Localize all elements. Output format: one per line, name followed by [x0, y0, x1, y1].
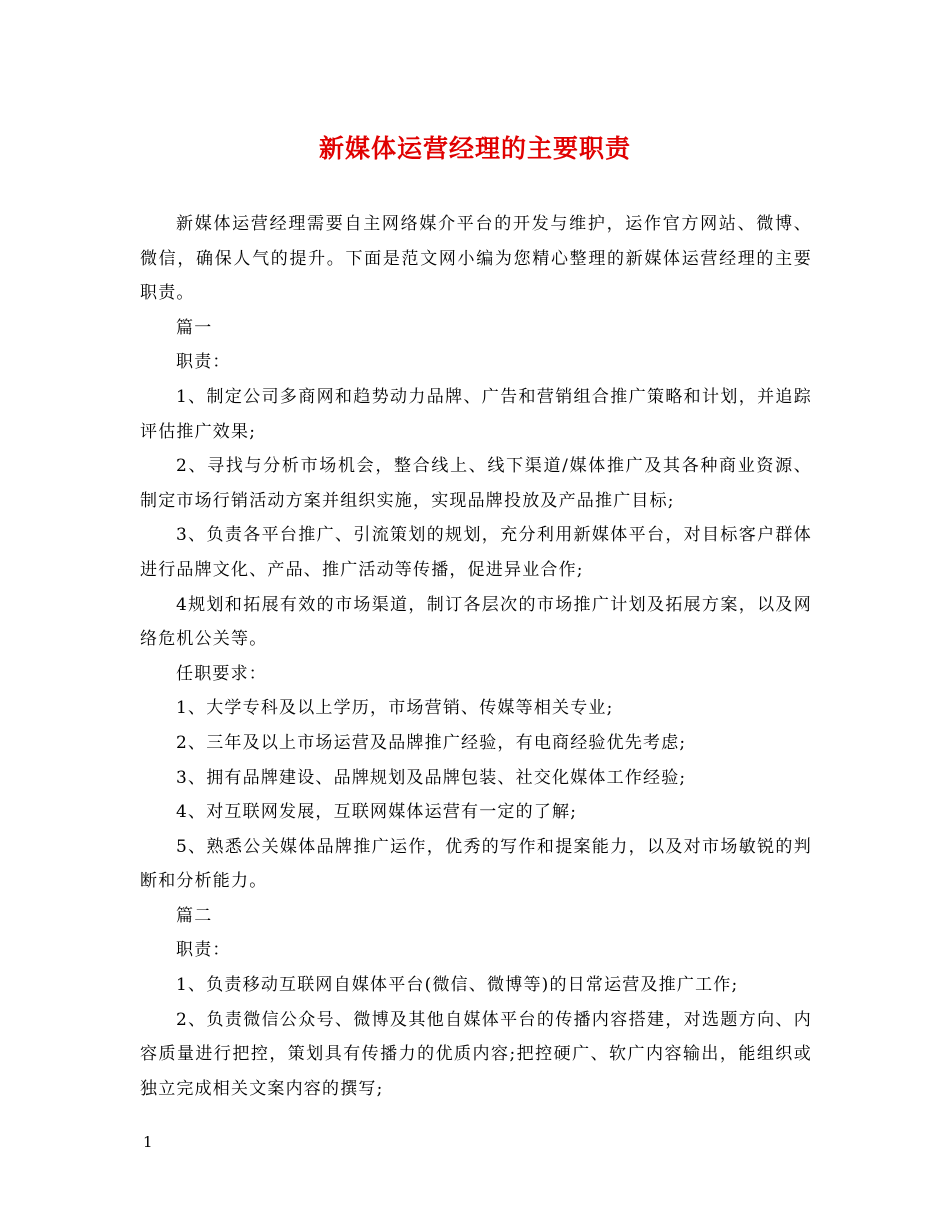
- page-number: 1: [143, 1133, 153, 1151]
- list-item: 2、寻找与分析市场机会，整合线上、线下渠道/媒体推广及其各种商业资源、制定市场行销活动方案并组织实施，实现品牌投放及产品推广目标;: [140, 456, 812, 511]
- subheading-duties: 职责：: [176, 352, 231, 373]
- section-heading-part-one: 篇一: [176, 317, 213, 338]
- list-item: 1、大学专科及以上学历，市场营销、传媒等相关专业;: [176, 698, 614, 719]
- list-item: 1、制定公司多商网和趋势动力品牌、广告和营销组合推广策略和计划，并追踪评估推广效果;: [140, 386, 812, 442]
- list-item: 4、对互联网发展，互联网媒体运营有一定的了解;: [176, 802, 578, 823]
- list-item: 3、负责各平台推广、引流策划的规划，充分利用新媒体平台，对目标客户群体进行品牌文化、产品、推广活动等传播，促进异业合作;: [140, 525, 812, 580]
- list-item: 1、负责移动互联网自媒体平台(微信、微博等)的日常运营及推广工作;: [176, 975, 739, 996]
- list-item: 3、拥有品牌建设、品牌规划及品牌包装、社交化媒体工作经验;: [176, 767, 687, 788]
- document-body: [140, 207, 812, 1106]
- page-title: 新媒体运营经理的主要职责: [318, 134, 631, 163]
- paragraph-intro: 新媒体运营经理需要自主网络媒介平台的开发与维护，运作官方网站、微博、微信，确保人气的提升。下面是范文网小编为您精心整理的新媒体运营经理的主要职责。: [140, 214, 812, 304]
- list-item: 2、三年及以上市场运营及品牌推广经验，有电商经验优先考虑;: [176, 732, 687, 753]
- list-item: 2、负责微信公众号、微博及其他自媒体平台的传播内容搭建，对选题方向、内容质量进行把控，策划具有传播力的优质内容;把控硬广、软广内容输出，能组织或独立完成相关文案内容的撰写;: [140, 1009, 812, 1099]
- section-heading-part-two: 篇二: [176, 905, 213, 926]
- list-item: 4规划和拓展有效的市场渠道，制订各层次的市场推广计划及拓展方案，以及网络危机公关等。: [140, 594, 812, 650]
- list-item: 5、熟悉公关媒体品牌推广运作，优秀的写作和提案能力，以及对市场敏锐的判断和分析能力。: [140, 836, 812, 892]
- subheading-requirements: 任职要求：: [176, 663, 267, 684]
- subheading-duties: 职责：: [176, 940, 231, 961]
